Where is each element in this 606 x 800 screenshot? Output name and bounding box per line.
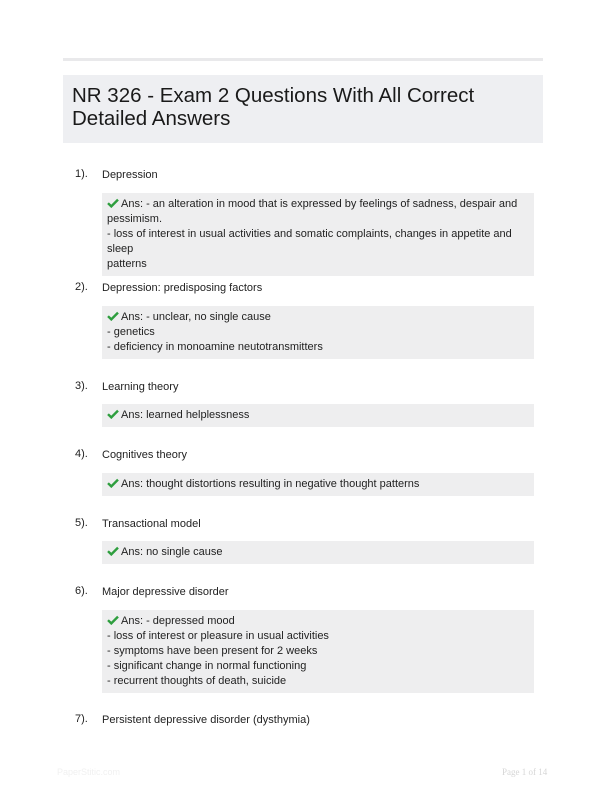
answer-line: Ans: thought distortions resulting in negative thought patterns (121, 478, 420, 490)
question-text: Major depressive disorder (102, 586, 229, 598)
question-number: 1). (75, 168, 88, 180)
answer-line: - significant change in normal functioning (107, 660, 307, 672)
answer-line: Ans: - unclear, no single cause (121, 311, 271, 323)
question-number: 2). (75, 281, 88, 293)
answer-box (102, 473, 534, 496)
checkmark-icon (107, 478, 119, 488)
answer-line: Ans: - an alteration in mood that is expressed by feelings of sadness, despair and (121, 198, 518, 210)
checkmark-icon (107, 311, 119, 321)
checkmark-icon (107, 615, 119, 625)
question-text: Cognitives theory (102, 449, 187, 461)
title-banner (63, 75, 543, 143)
answer-line: - symptoms have been present for 2 weeks (107, 645, 318, 657)
page-title: NR 326 - Exam 2 Questions With All Correct Detailed Answers (72, 84, 475, 130)
answer-box (102, 610, 534, 693)
checkmark-icon (107, 546, 119, 556)
checkmark-icon (107, 198, 119, 208)
top-divider (63, 58, 543, 61)
question-number: 6). (75, 585, 88, 597)
answer-line: - recurrent thoughts of death, suicide (107, 675, 287, 687)
answer-box (102, 193, 534, 276)
question-text: Depression (102, 169, 158, 181)
checkmark-icon (107, 409, 119, 419)
question-text: Persistent depressive disorder (dysthymia) (102, 714, 310, 726)
page-number: Page 1 of 14 (502, 767, 548, 777)
answer-line: - loss of interest or pleasure in usual activities (107, 630, 329, 642)
question-number: 3). (75, 380, 88, 392)
answer-line: Ans: no single cause (121, 546, 223, 558)
question-number: 7). (75, 713, 88, 725)
answer-line: - deficiency in monoamine neutotransmitters (107, 341, 323, 353)
answer-line: - genetics (107, 326, 155, 338)
question-text: Learning theory (102, 381, 179, 393)
answer-box (102, 404, 534, 427)
answer-line: Ans: learned helplessness (121, 409, 250, 421)
answer-box (102, 306, 534, 359)
question-number: 4). (75, 448, 88, 460)
answer-line: Ans: - depressed mood (121, 615, 235, 627)
answer-line: - loss of interest in usual activities and somatic complaints, changes in appetite and sleep (107, 228, 512, 255)
answer-line: pessimism. (107, 213, 163, 225)
answer-box (102, 541, 534, 564)
answer-line: patterns (107, 258, 147, 270)
question-text: Transactional model (102, 518, 201, 530)
question-text: Depression: predisposing factors (102, 282, 263, 294)
footer-watermark: PaperStitic.com (57, 767, 121, 777)
question-number: 5). (75, 517, 88, 529)
